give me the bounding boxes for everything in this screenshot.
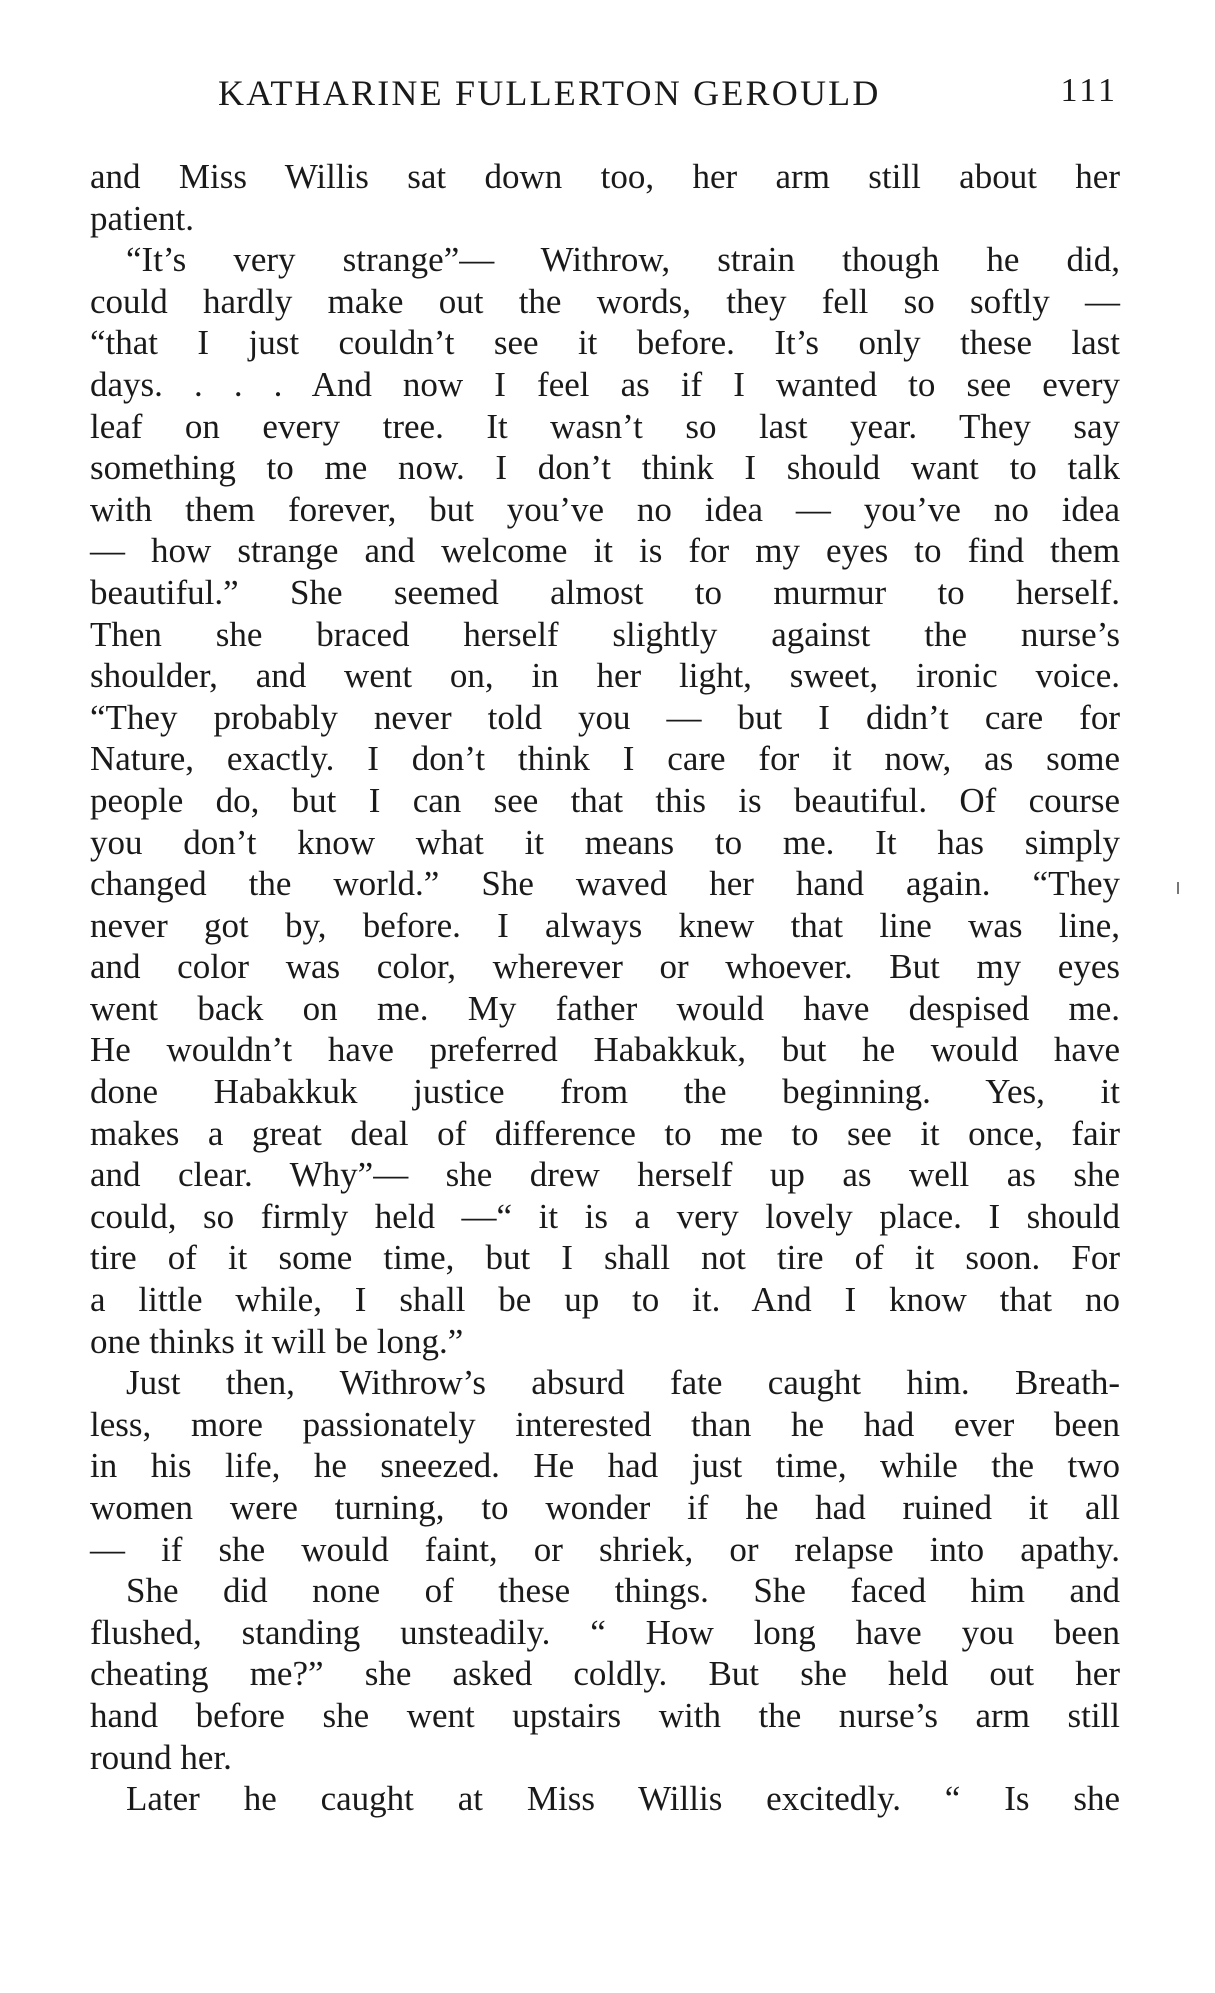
running-head: KATHARINE FULLERTON GEROULD [218, 73, 881, 113]
text-line: and clear. Why”— she drew herself up as well as she [90, 1155, 1120, 1195]
text-line: never got by, before. I always knew that line was line, [90, 905, 1120, 945]
text-line: She did none of these things. She faced him and [126, 1571, 1120, 1611]
text-line: shoulder, and went on, in her light, sweet, ironic voice. [90, 656, 1120, 696]
text-line: hand before she went upstairs with the nurse’s arm still [90, 1695, 1120, 1735]
text-line: something to me now. I don’t think I should want to talk [90, 448, 1120, 488]
text-line: tire of it some time, but I shall not tire of it soon. For [90, 1238, 1120, 1278]
text-line: done Habakkuk justice from the beginning. Yes, it [90, 1072, 1120, 1112]
text-line: patient. [90, 198, 194, 238]
text-line: and color was color, wherever or whoever. But my eyes [90, 947, 1120, 987]
text-line: Later he caught at Miss Willis excitedly. “ Is she [126, 1779, 1120, 1819]
text-line: a little while, I shall be up to it. And I know that no [90, 1280, 1120, 1320]
text-line: in his life, he sneezed. He had just time, while the two [90, 1446, 1120, 1486]
text-line: makes a great deal of difference to me to see it once, fair [90, 1113, 1120, 1153]
text-line: one thinks it will be long.” [90, 1321, 464, 1361]
text-line: changed the world.” She waved her hand again. “They [90, 864, 1120, 904]
text-line: leaf on every tree. It wasn’t so last year. They say [90, 406, 1120, 446]
page-header [218, 72, 1118, 122]
text-line: Then she braced herself slightly against the nurse’s [90, 614, 1120, 654]
text-line: — how strange and welcome it is for my eyes to find them [90, 531, 1120, 571]
text-line: Just then, Withrow’s absurd fate caught him. Breath- [126, 1363, 1120, 1403]
text-line: beautiful.” She seemed almost to murmur to herself. [90, 572, 1120, 612]
text-line: flushed, standing unsteadily. “ How long have you been [90, 1612, 1120, 1652]
text-line: “They probably never told you — but I didn’t care for [90, 697, 1120, 737]
text-line: and Miss Willis sat down too, her arm still about her [90, 157, 1120, 196]
text-line: round her. [90, 1737, 232, 1777]
text-line: He wouldn’t have preferred Habakkuk, but he would have [90, 1030, 1120, 1070]
text-line: less, more passionately interested than he had ever been [90, 1404, 1120, 1444]
text-line: could, so firmly held —“ it is a very lovely place. I should [90, 1196, 1120, 1236]
text-line: cheating me?” she asked coldly. But she held out her [90, 1654, 1120, 1694]
margin-mark [1177, 882, 1179, 894]
page-number: 111 [1060, 72, 1118, 109]
text-line: went back on me. My father would have despised me. [90, 988, 1120, 1028]
text-line: “It’s very strange”— Withrow, strain though he did, [126, 240, 1120, 280]
text-line: you don’t know what it means to me. It has simply [90, 822, 1120, 862]
text-line: people do, but I can see that this is beautiful. Of course [90, 780, 1120, 820]
body-text [90, 156, 1120, 1820]
text-line: — if she would faint, or shriek, or relapse into apathy. [90, 1529, 1120, 1569]
text-line: could hardly make out the words, they fell so softly — [90, 281, 1120, 321]
text-line: Nature, exactly. I don’t think I care for it now, as some [90, 739, 1120, 779]
text-line: with them forever, but you’ve no idea — you’ve no idea [90, 489, 1120, 529]
text-line: women were turning, to wonder if he had ruined it all [90, 1488, 1120, 1527]
text-line: days. . . . And now I feel as if I wanted to see every [90, 364, 1120, 404]
text-line: “that I just couldn’t see it before. It’s only these last [90, 323, 1120, 363]
